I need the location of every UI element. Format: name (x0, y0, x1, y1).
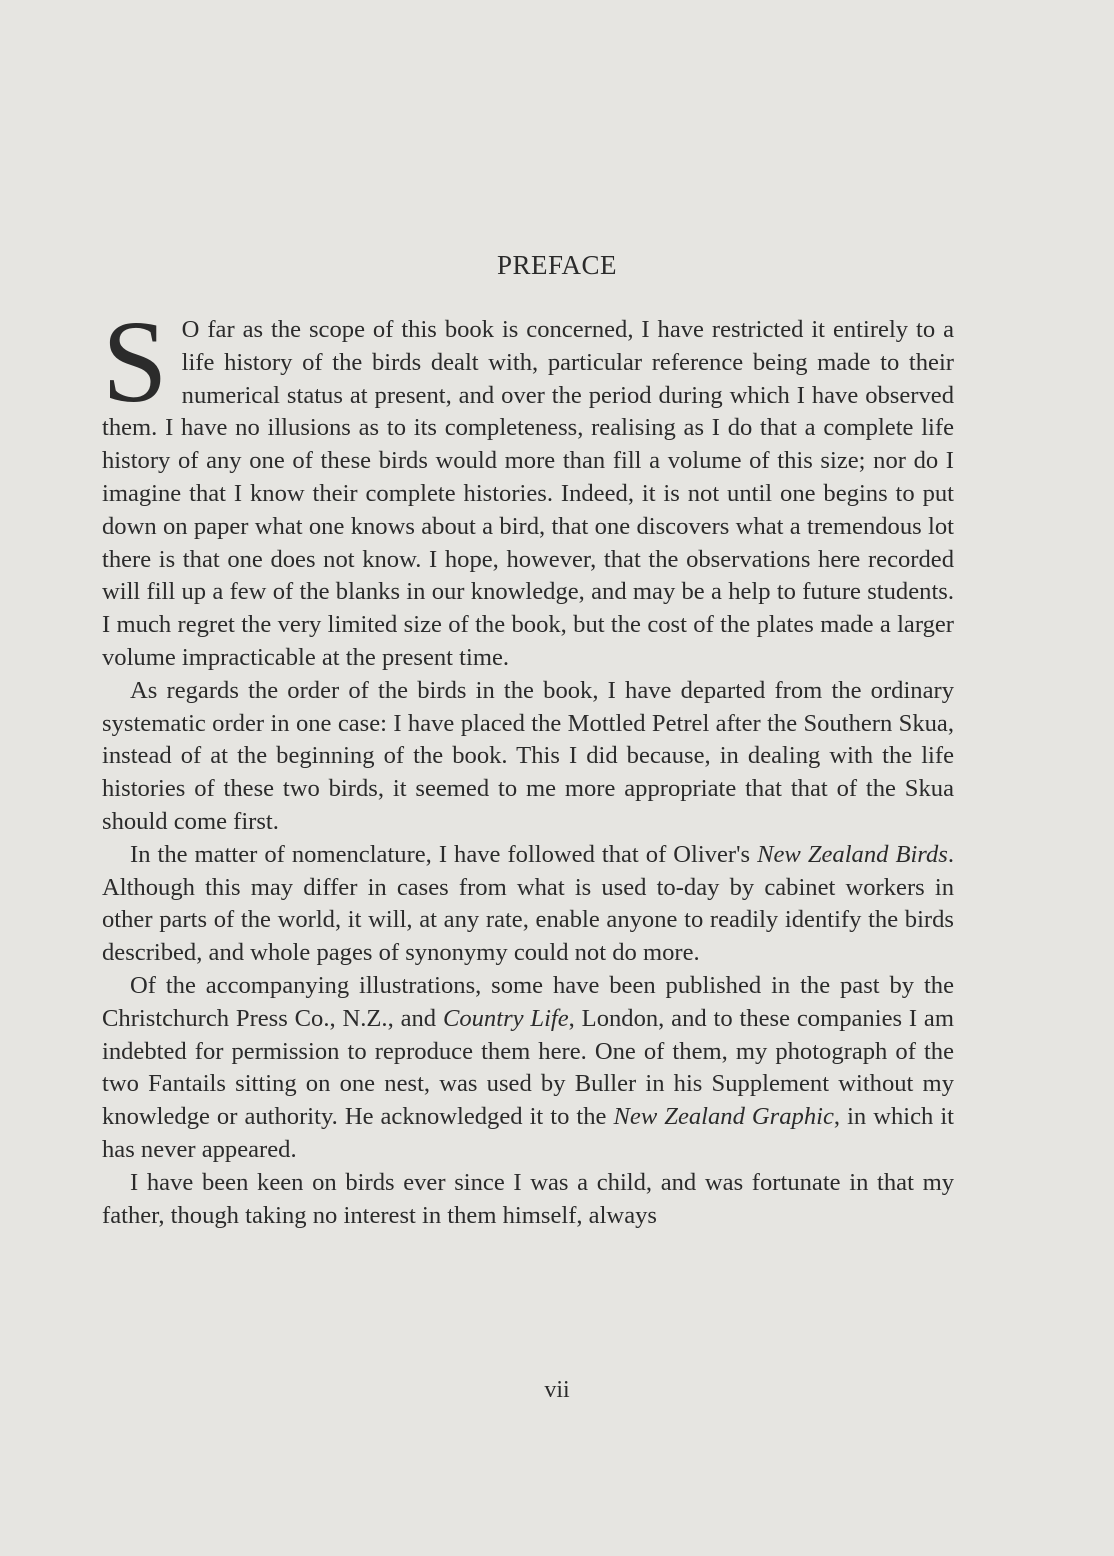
page-number: vii (544, 1377, 570, 1403)
paragraph-5: I have been keen on birds ever since I was a child, and was fortunate in that my father, though taking no interest in them himself, always (102, 1168, 954, 1229)
paragraph-3-text-a: In the matter of nomenclature, I have followed that of Oliver's (130, 840, 758, 868)
page-title: PREFACE (496, 250, 618, 280)
paragraph-4-text-c: , in which it has never appeared. (102, 1103, 955, 1163)
publication-italic-1: Country Life (442, 1004, 569, 1032)
paragraph-1 (102, 296, 954, 675)
book-title-italic: New Zealand Birds (757, 840, 948, 868)
paragraph-4-text-a: Of the accompanying illustrations, some have been published in the past by the Christchurch Press Co., N.Z., and (102, 971, 954, 1032)
paragraph-4 (102, 970, 954, 1167)
drop-cap: S (102, 296, 168, 427)
paragraph-3 (102, 839, 954, 970)
paragraph-3-text-b: . Although this may differ in cases from what is used to-day by cabinet workers in other parts of the world, it will, at any rate, enable anyone to readily identify the birds described, and whole pages of synonymy could not do more. (102, 840, 954, 967)
preface-body (102, 296, 955, 1232)
paragraph-4-text-b: , London, and to these companies I am indebted for permission to reproduce them here. One of them, my photograph of the two Fantails sitting on one nest, was used by Buller in his Supplement without my knowledge or authority. He acknowledged it to the (102, 1004, 954, 1131)
paragraph-1-text: O far as the scope of this book is concerned, I have restricted it entirely to a life history of the birds dealt with, particular reference being made to their numerical status at present, and over the period during which I have observed them. I have no illusions as to its completeness, realising as I do that a complete life history of any one of these birds would more than fill a volume of this size; nor do I imagine that I know their complete histories. Indeed, it is not until one begins to put down on paper what one knows about a bird, that one discovers what a tremendous lot there is that one does not know. I hope, however, that the observations here recorded will fill up a few of the blanks in our knowledge, and may be a help to future students. I much regret the very limited size of the book, but the cost of the plates made a larger volume impracticable at the present time. (102, 316, 954, 671)
publication-italic-2: New Zealand Graphic (613, 1103, 834, 1131)
paragraph-2: As regards the order of the birds in the book, I have departed from the ordinary systematic order in one case: I have placed the Mottled Petrel after the Southern Skua, instead of at the beginning of the book. This I did because, in dealing with the life histories of these two birds, it seemed to me more appropriate that that of the Skua should come first. (102, 676, 954, 835)
